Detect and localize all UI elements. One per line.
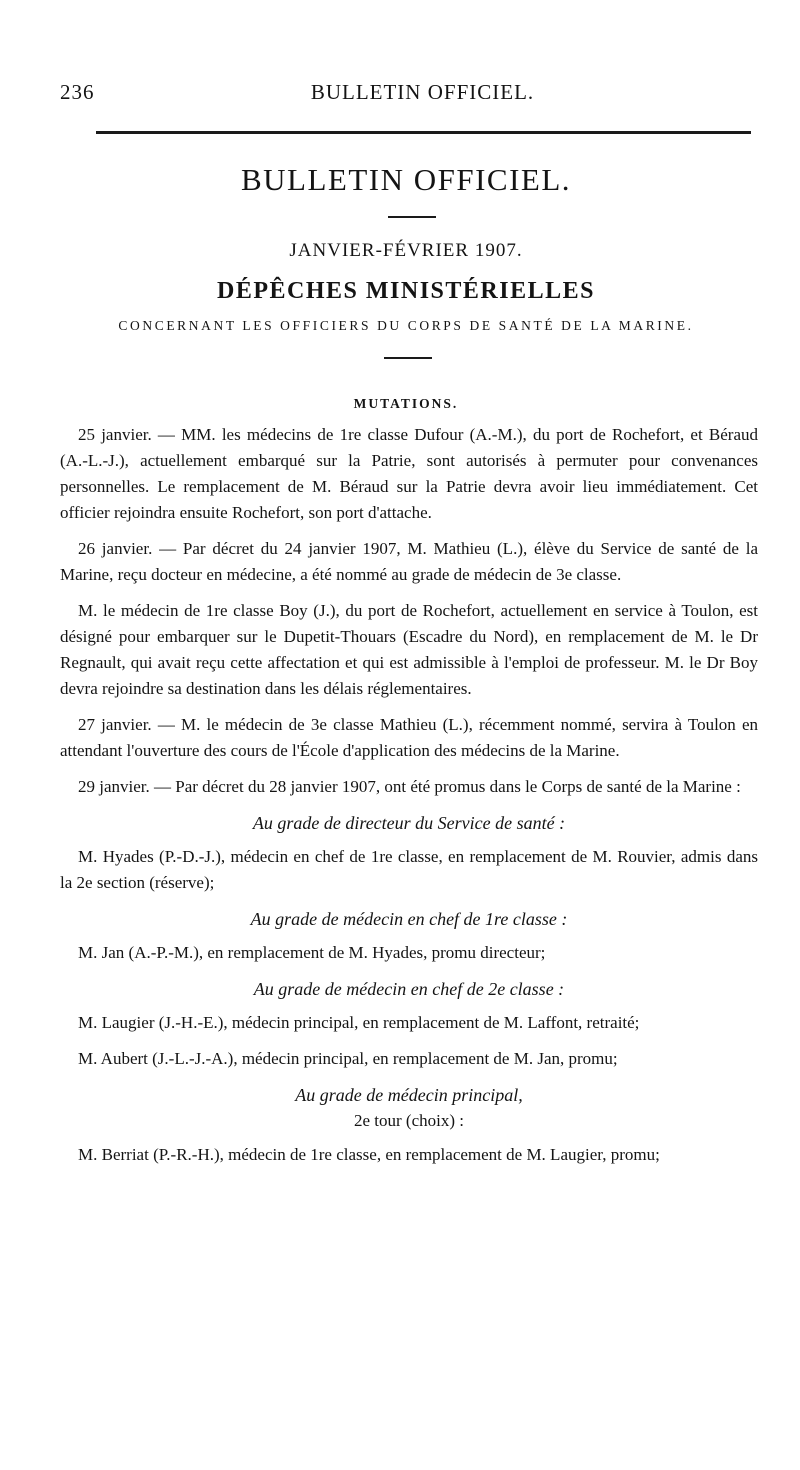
running-title: BULLETIN OFFICIEL. <box>310 80 535 104</box>
grade-subheading-tour: 2e tour (choix) : <box>354 1111 464 1130</box>
subtitle-divider <box>384 357 432 359</box>
paragraph-27-janvier: 27 janvier. — M. le médecin de 3e classe Mathieu (L.), récemment nommé, servira à Toulon en attendant l'ouverture des cours de l'École d'application des médecins de la Marine. <box>60 715 758 760</box>
paragraph-26-janvier: 26 janvier. — Par décret du 24 janvier 1907, M. Mathieu (L.), élève du Service de santé de la Marine, reçu docteur en médecine, a été nommé au grade de médecin de 3e classe. <box>60 539 758 584</box>
main-title: BULLETIN OFFICIEL. <box>240 162 572 197</box>
paragraph-25-janvier: 25 janvier. — MM. les médecins de 1re classe Dufour (A.-M.), du port de Rochefort, et Béraud (A.-L.-J.), actuellement embarqué sur la Patrie, sont autorisés à permuter pour convenances personnelles. Le remplacement de M. Béraud sur la Patrie devra avoir lieu immédiatement. Cet officier rejoindra ensuite Rochefort, son port d'attache. <box>60 425 758 522</box>
date-range: JANVIER-FÉVRIER 1907. <box>289 240 523 261</box>
grade-heading-principal: Au grade de médecin principal, <box>295 1085 523 1105</box>
paragraph-hyades: M. Hyades (P.-D.-J.), médecin en chef de 1re classe, en remplacement de M. Rouvier, admis dans la 2e section (réserve); <box>60 847 758 892</box>
page-number: 236 <box>60 80 95 104</box>
subtitle: CONCERNANT LES OFFICIERS DU CORPS DE SANTÉ DE LA MARINE. <box>118 318 694 333</box>
running-header <box>60 78 755 112</box>
paragraph-boy: M. le médecin de 1re classe Boy (J.), du port de Rochefort, actuellement en service à Toulon, est désigné pour embarquer sur le Dupetit-Thouars (Escadre du Nord), en remplacement de M. le Dr Regnault, qui avait reçu cette affectation et qui est admissible à l'emploi de professeur. M. le Dr Boy devra rejoindre sa destination dans les délais réglementaires. <box>60 601 758 698</box>
paragraph-29-janvier: 29 janvier. — Par décret du 28 janvier 1907, ont été promus dans le Corps de santé de la Marine : <box>78 777 741 796</box>
title-divider <box>388 216 436 218</box>
grade-heading-chef-2e: Au grade de médecin en chef de 2e classe : <box>253 979 565 999</box>
grade-heading-chef-1re: Au grade de médecin en chef de 1re classe : <box>250 909 568 929</box>
mutations-heading: MUTATIONS. <box>353 396 459 411</box>
header-rule <box>96 131 751 134</box>
paragraph-laugier: M. Laugier (J.-H.-E.), médecin principal, en remplacement de M. Laffont, retraité; <box>78 1013 640 1032</box>
paragraph-aubert: M. Aubert (J.-L.-J.-A.), médecin principal, en remplacement de M. Jan, promu; <box>78 1049 618 1068</box>
paragraph-berriat: M. Berriat (P.-R.-H.), médecin de 1re classe, en remplacement de M. Laugier, promu; <box>78 1145 660 1164</box>
paragraph-jan: M. Jan (A.-P.-M.), en remplacement de M. Hyades, promu directeur; <box>78 943 546 962</box>
grade-heading-directeur: Au grade de directeur du Service de santé : <box>252 813 566 833</box>
section-title: DÉPÊCHES MINISTÉRIELLES <box>217 278 595 304</box>
body-text <box>60 422 758 1178</box>
